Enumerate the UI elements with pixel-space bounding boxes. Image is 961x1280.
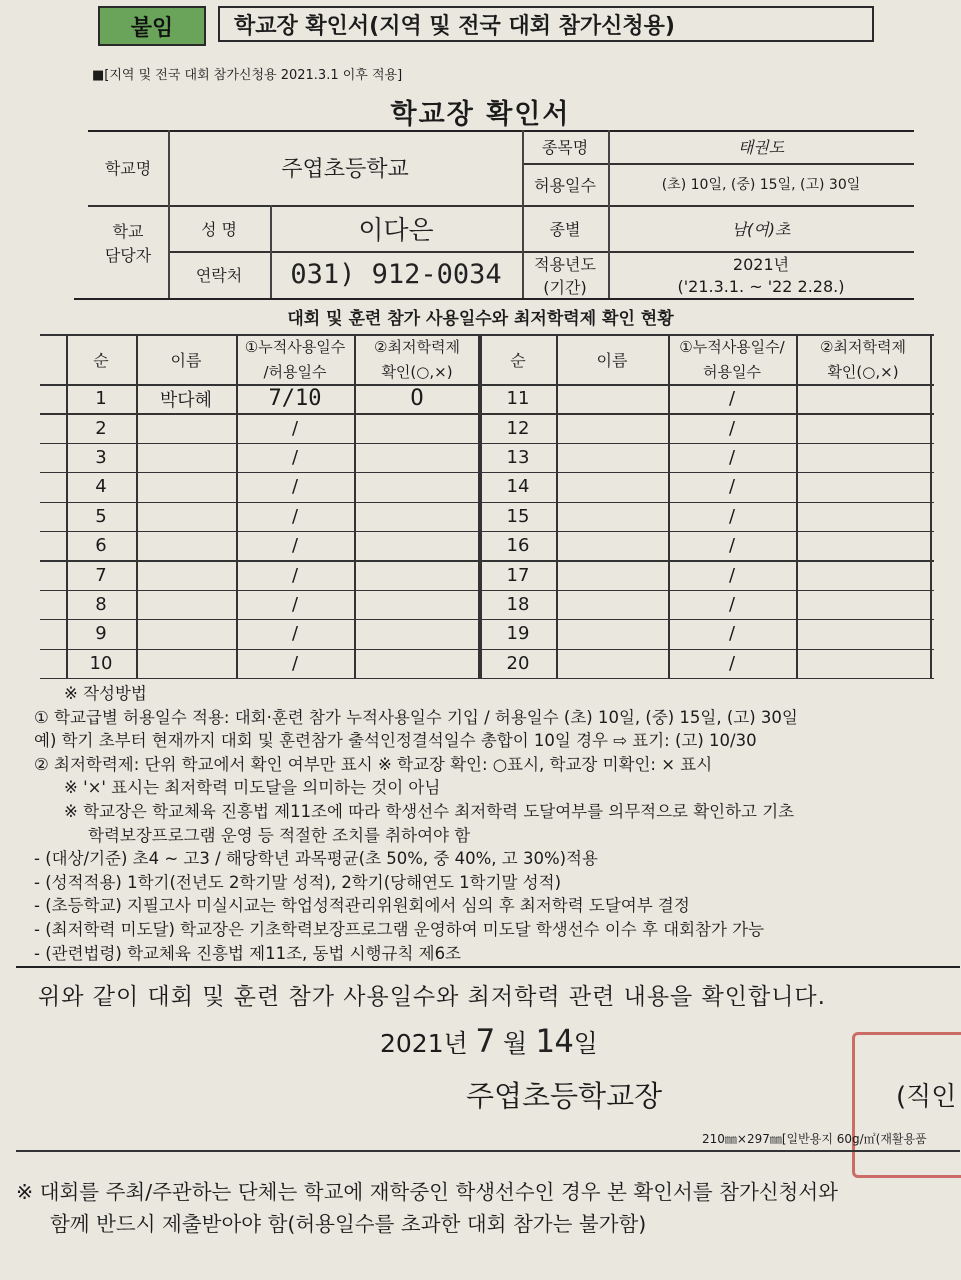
date-day: 14	[535, 1022, 574, 1060]
used-days: /	[728, 535, 736, 557]
header-name: 이름	[170, 350, 202, 370]
date-day-unit: 일	[573, 1029, 598, 1058]
student-name	[136, 649, 236, 678]
header-min-academic: 확인(○,×)	[827, 363, 899, 381]
row-number: 6	[95, 535, 107, 557]
category-value: 남(여)초	[731, 219, 791, 239]
row-number: 2	[95, 417, 107, 439]
min-academic-check	[354, 502, 480, 531]
row-number: 13	[506, 446, 530, 468]
student-name	[136, 560, 236, 589]
manager-label: 학교	[112, 221, 144, 241]
row-number: 12	[506, 417, 530, 439]
row-number: 19	[506, 623, 530, 645]
confirmation-statement: 위와 같이 대회 및 훈련 참가 사용일수와 최저학력 관련 내용을 확인합니다.	[38, 984, 826, 1010]
date-month: 7	[475, 1022, 495, 1060]
allowed-days-value: (초) 10일, (중) 15일, (고) 30일	[661, 177, 861, 193]
note-line: - (초등학교) 지필고사 미실시교는 학업성적관리위원회에서 심의 후 최저학력 도달여부 결정	[34, 896, 690, 916]
student-name	[136, 443, 236, 472]
row-number: 10	[89, 652, 113, 674]
used-days: 7/10	[268, 386, 322, 412]
note-line: - (대상/기준) 초4 ~ 고3 / 해당학년 과목평균(초 50%, 중 40%, 고 30%)적용	[34, 849, 598, 869]
student-name	[136, 531, 236, 560]
min-academic-check	[354, 531, 480, 560]
footer-note	[16, 1176, 956, 1240]
principal-title: 주엽초등학교장	[466, 1079, 663, 1113]
min-academic-check	[354, 619, 480, 648]
min-academic-check	[354, 590, 480, 619]
writing-instructions	[34, 682, 954, 965]
seal-label: (직인	[896, 1082, 957, 1112]
page-title: 학교장 확인서	[390, 99, 571, 130]
used-days: /	[728, 388, 736, 410]
student-name: 박다혜	[159, 389, 213, 411]
min-academic-check	[354, 443, 480, 472]
min-academic-check	[354, 472, 480, 501]
used-days: /	[291, 505, 299, 527]
footer-line: ※ 대회를 주최/주관하는 단체는 학교에 재학중인 학생선수인 경우 본 확인서를 참가신청서와	[16, 1180, 838, 1204]
min-academic-check	[354, 413, 480, 442]
used-days: /	[291, 476, 299, 498]
header-no: 순	[93, 350, 109, 370]
row-number: 7	[95, 564, 107, 586]
school-name-label: 학교명	[104, 159, 152, 178]
footer-line: 함께 반드시 제출받아야 함(허용일수를 초과한 대회 참가는 불가함)	[50, 1212, 647, 1236]
header-used-days: ①누적사용일수	[244, 338, 346, 356]
row-number: 16	[506, 535, 530, 557]
info-table-bottom-border	[74, 298, 914, 300]
confirmation-date	[380, 1022, 598, 1060]
row-number: 18	[506, 593, 530, 615]
used-days: /	[728, 446, 736, 468]
apply-year-label: (기간)	[543, 277, 587, 297]
note-line: ② 최저학력제: 단위 학교에서 확인 여부만 표시 ※ 학교장 확인: ○표시, 학교장 미확인: × 표시	[34, 754, 713, 774]
contact-value: 031) 912-0034	[290, 259, 502, 290]
apply-year-value: 2021년	[732, 254, 790, 274]
table-column-border	[556, 334, 558, 678]
used-days: /	[291, 446, 299, 468]
document-header-title: 학교장 확인서(지역 및 전국 대회 참가신청용)	[218, 6, 874, 42]
application-note: ■[지역 및 전국 대회 참가신청용 2021.3.1 이후 적용]	[92, 68, 403, 83]
note-line: 학력보장프로그램 운영 등 적절한 조치를 취하여야 함	[88, 825, 471, 845]
used-days: /	[728, 623, 736, 645]
used-days: /	[728, 652, 736, 674]
used-days: /	[291, 417, 299, 439]
table-row-border	[40, 678, 934, 679]
header-used-days: ①누적사용일수/	[679, 338, 785, 356]
used-days: /	[291, 535, 299, 557]
attachment-badge: 붙임	[98, 6, 206, 46]
row-number: 3	[95, 446, 107, 468]
sport-label: 종목명	[541, 138, 589, 157]
note-line: 예) 학기 초부터 현재까지 대회 및 훈련참가 출석인정결석일수 총합이 10일 경우 ⇨ 표기: (고) 10/30	[34, 731, 757, 751]
note-line: - (최저학력 미도달) 학교장은 기초학력보장프로그램 운영하여 미도달 학생선수 이수 후 대회참가 가능	[34, 919, 765, 939]
student-name	[136, 413, 236, 442]
date-month-unit: 월	[502, 1029, 528, 1058]
header-used-days: /허용일수	[263, 363, 327, 381]
note-line: - (성적적용) 1학기(전년도 2학기말 성적), 2학기(당해연도 1학기말 성적)	[34, 872, 562, 892]
allowed-days-label: 허용일수	[534, 175, 596, 195]
min-academic-check	[354, 560, 480, 589]
row-number: 9	[95, 623, 107, 645]
used-days: /	[728, 417, 736, 439]
manager-name-value: 이다은	[358, 215, 434, 246]
notes-divider	[16, 966, 960, 968]
used-days: /	[291, 652, 299, 674]
contact-label: 연락처	[195, 266, 243, 285]
used-days: /	[291, 623, 299, 645]
apply-period-value: ('21.3.1. ~ '22 2.28.)	[677, 276, 845, 296]
min-academic-check: O	[410, 386, 424, 412]
header-min-academic: ②최저학력제	[374, 338, 460, 356]
school-name-value: 주엽초등학교	[281, 157, 409, 182]
note-line: ※ '×' 표시는 최저학력 미도달을 의미하는 것이 아님	[64, 778, 441, 798]
header-min-academic: ②최저학력제	[820, 338, 906, 356]
student-name	[136, 502, 236, 531]
used-days: /	[728, 564, 736, 586]
header-no: 순	[510, 350, 526, 370]
min-academic-check	[354, 649, 480, 678]
row-number: 4	[95, 476, 107, 498]
date-year: 2021년	[380, 1029, 468, 1058]
note-line: ① 학교급별 허용일수 적용: 대회·훈련 참가 누적사용일수 기입 / 허용일수 (초) 10일, (중) 15일, (고) 30일	[34, 707, 798, 727]
used-days: /	[728, 505, 736, 527]
sport-value: 태권도	[737, 138, 785, 157]
row-number: 8	[95, 593, 107, 615]
student-name	[136, 619, 236, 648]
row-number: 14	[506, 476, 530, 498]
paper-spec: 210㎜×297㎜[일반용지 60g/㎡(재활용품	[702, 1132, 927, 1146]
student-name	[136, 590, 236, 619]
header-min-academic: 확인(○,×)	[381, 363, 453, 381]
row-number: 20	[506, 652, 530, 674]
category-label: 종별	[549, 219, 581, 239]
used-days: /	[728, 476, 736, 498]
note-line: - (관련법령) 학교체육 진흥법 제11조, 동법 시행규칙 제6조	[34, 943, 461, 963]
used-days: /	[291, 564, 299, 586]
header-used-days: 허용일수	[703, 363, 761, 381]
row-number: 17	[506, 564, 530, 586]
row-number: 15	[506, 505, 530, 527]
note-line: ※ 학교장은 학교체육 진흥법 제11조에 따라 학생선수 최저학력 도달여부를 의무적으로 확인하고 기초	[64, 801, 795, 821]
row-number: 1	[95, 388, 107, 410]
used-days: /	[728, 593, 736, 615]
row-number: 11	[506, 388, 530, 410]
manager-label: 담당자	[104, 245, 152, 265]
used-days: /	[291, 593, 299, 615]
row-number: 5	[95, 505, 107, 527]
note-line: ※ 작성방법	[64, 684, 147, 703]
footer-divider	[16, 1150, 960, 1152]
header-name: 이름	[596, 350, 628, 370]
section-title: 대회 및 훈련 참가 사용일수와 최저학력제 확인 현황	[287, 309, 674, 329]
table-column-border	[930, 334, 932, 678]
apply-year-label: 적용년도	[534, 254, 596, 274]
manager-name-label: 성 명	[201, 219, 237, 239]
student-name	[136, 472, 236, 501]
table-column-border	[796, 334, 798, 678]
